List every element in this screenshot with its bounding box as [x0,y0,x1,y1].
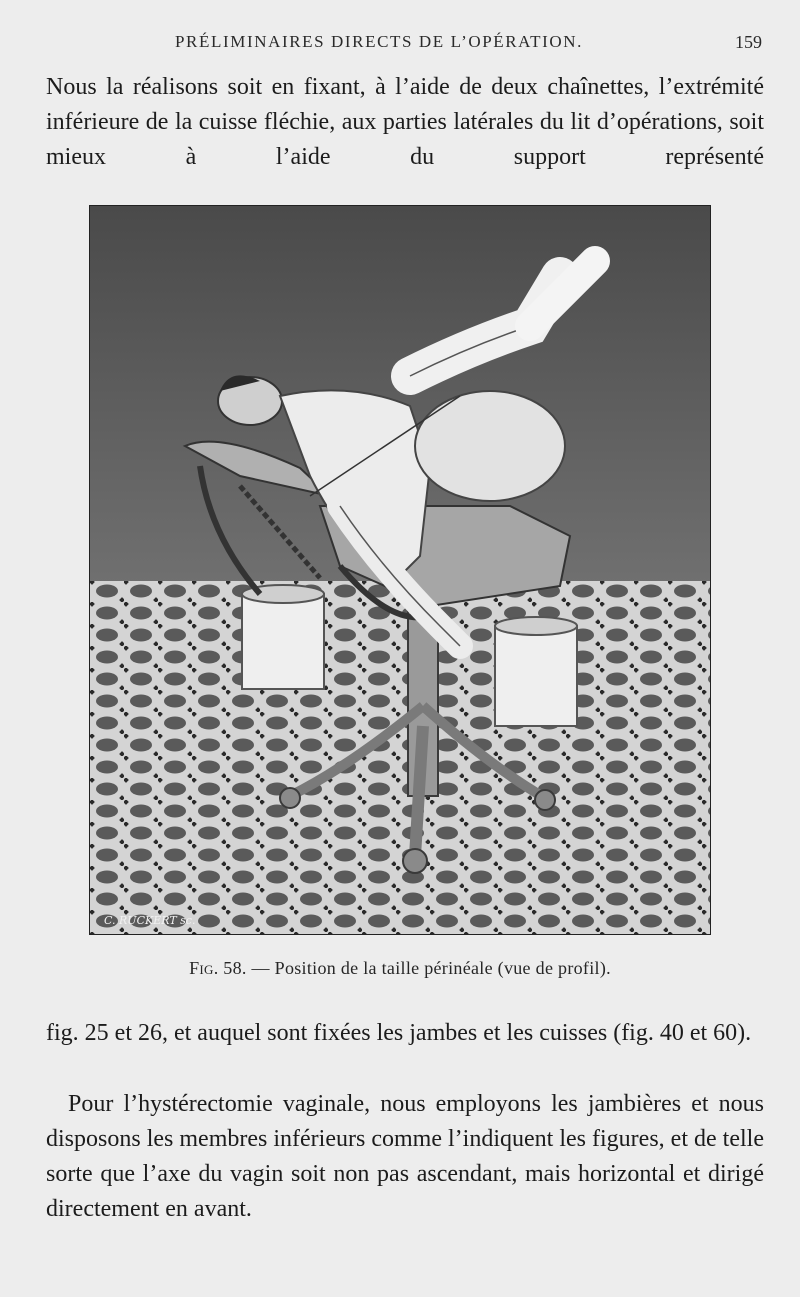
tiled-floor [90,581,710,934]
paragraph-continuation: fig. 25 et 26, et auquel sont fixées les jambes et les cuisses (fig. 40 et 60). [46,1020,752,1046]
paragraph-hysterectomy: Pour l’hystérectomie vaginale, nous employons les jambières et nous disposons les membres inférieurs comme l’indiquent les figures, et de telle sorte que l’axe du vagin soit non pas ascendant, mais horizontal et dirigé directement en avant. [46,1091,764,1222]
page-header [175,32,770,56]
left-bucket [242,585,324,689]
right-bucket [495,617,577,726]
figure-photograph [89,205,711,935]
engraver-signature: C. RUCKERT sc. [104,914,196,927]
running-title: PRÉLIMINAIRES DIRECTS DE L’OPÉRATION. [175,32,584,51]
figure-caption [0,958,800,979]
figure-caption-text: — Position de la taille périnéale (vue de profil). [251,958,611,978]
page-number: 159 [735,32,762,52]
operating-chair-illustration [90,206,710,934]
figure-label: Fig. 58. [189,958,247,978]
paragraph-intro: Nous la réalisons soit en fixant, à l’aide de deux chaînettes, l’extrémité inférieure de la cuisse fléchie, aux parties latérales du lit d’opérations, soit mieux à l’aide du support représenté [46,74,764,170]
